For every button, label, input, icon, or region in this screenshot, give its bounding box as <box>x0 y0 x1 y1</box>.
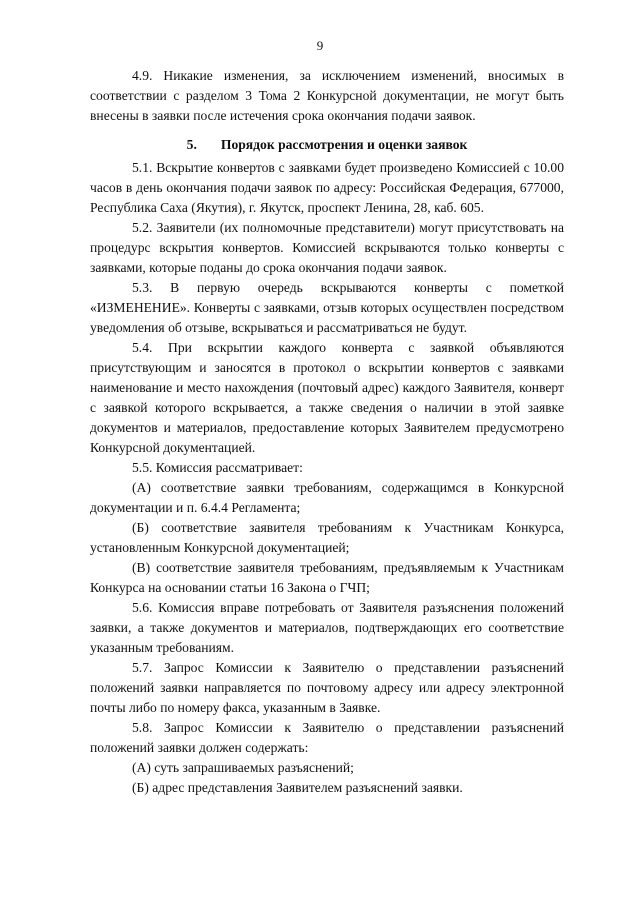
list-item-5-5-v: (В) соответствие заявителя требованиям, предъявляемым к Участникам Конкурса на основании статьи 16 Закона о ГЧП; <box>90 560 564 595</box>
list-item-5-8-b: (Б) адрес представления Заявителем разъяснений заявки. <box>132 780 463 795</box>
paragraph-5-4: 5.4. При вскрытии каждого конверта с заявкой объявляются присутствующим и заносятся в протокол о вскрытии конвертов с заявками наименование и место нахождения (почтовый адрес) каждого Заявителя, конверт с заявкой которого вскрывается, а также сведения о наличии в этой заявке документов и материалов, предоставление которых Заявителем предусмотрено Конкурсной документацией. <box>90 340 564 455</box>
page-number: 9 <box>316 38 324 53</box>
document-body <box>90 66 564 798</box>
paragraph-4-9: 4.9. Никакие изменения, за исключением изменений, вносимых в соответствии с разделом 3 Тома 2 Конкурсной документации, не могут быть внесены в заявки после истечения срока окончания подачи заявок. <box>90 68 564 123</box>
section-number: 5. <box>186 137 197 152</box>
paragraph-5-8: 5.8. Запрос Комиссии к Заявителю о представлении разъяснений положений заявки должен содержать: <box>90 720 564 755</box>
list-item-5-5-a: (А) соответствие заявки требованиям, содержащимся в Конкурсной документации и п. 6.4.4 Регламента; <box>90 480 564 515</box>
paragraph-5-5: 5.5. Комиссия рассматривает: <box>132 460 303 475</box>
section-heading <box>90 134 564 156</box>
list-item-5-8-a: (А) суть запрашиваемых разъяснений; <box>132 760 354 775</box>
paragraph-5-3: 5.3. В первую очередь вскрываются конверты с пометкой «ИЗМЕНЕНИЕ». Конверты с заявками, отзыв которых осуществлен посредством уведомления об отзыве, вскрываться и рассматриваться не будут. <box>90 280 564 335</box>
paragraph-5-2: 5.2. Заявители (их полномочные представители) могут присутствовать на процедурс вскрытия конвертов. Комиссией вскрываются только конверты с заявками, которые поданы до срока окончания подачи заявок. <box>90 220 564 275</box>
paragraph-5-1: 5.1. Вскрытие конвертов с заявками будет произведено Комиссией с 10.00 часов в день окончания подачи заявок по адресу: Российская Федерация, 677000, Республика Саха (Якутия), г. Якутск, проспект Ленина, 28, каб. 605. <box>90 160 564 215</box>
paragraph-5-6: 5.6. Комиссия вправе потребовать от Заявителя разъяснения положений заявки, а также документов и материалов, подтверждающих его соответствие указанным требованиям. <box>90 600 564 655</box>
section-title: Порядок рассмотрения и оценки заявок <box>220 137 468 152</box>
list-item-5-5-b: (Б) соответствие заявителя требованиям к Участникам Конкурса, установленным Конкурсной документацией; <box>90 520 564 555</box>
paragraph-5-7: 5.7. Запрос Комиссии к Заявителю о представлении разъяснений положений заявки направляется по почтовому адресу или адресу электронной почты либо по номеру факса, указанным в Заявке. <box>90 660 564 715</box>
